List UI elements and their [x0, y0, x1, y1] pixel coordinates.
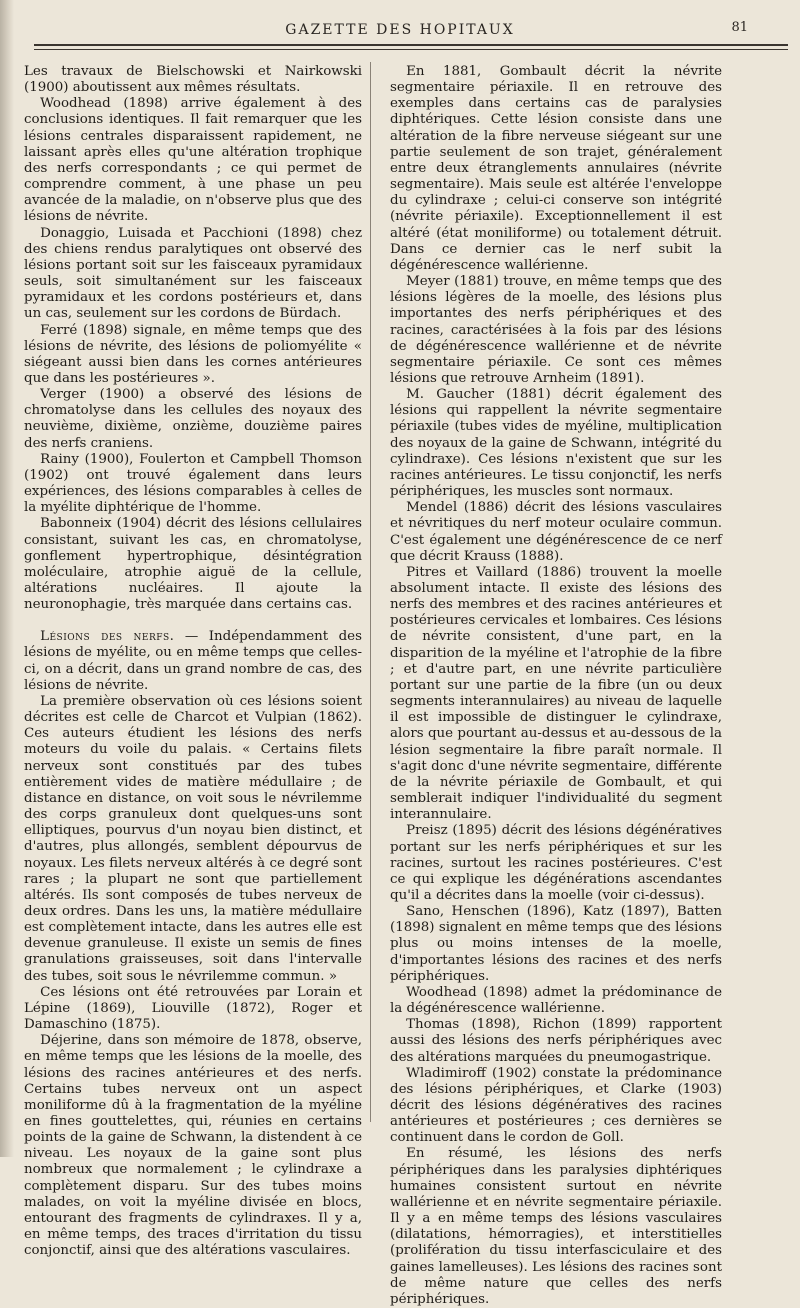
paragraph: En résumé, les lésions des nerfs périphériques dans les paralysies diphtériques humaines consistent surtout en névrite wallérienne et en névrite segmentaire périaxile. Il y a en même temps des lésions vasculaires (dilatations, hémorragies), et interstitielles (prolifération du tissu interfasciculaire et des gaines lamelleuses). Les lésions des racines sont de même nature que celles des nerfs périphériques.: [390, 1146, 722, 1307]
paragraph: Babonneix (1904) décrit des lésions cellulaires consistant, suivant les cas, en chromatolyse, gonflement hypertrophique, désintégration moléculaire, atrophie aiguë de la cellule, altérations nucléaires. Il ajoute la neuronophagie, très marquée dans certains cas.: [24, 516, 362, 613]
paragraph: En 1881, Gombault décrit la névrite segmentaire périaxile. Il en retrouve des exemples dans certains cas de paralysies diphtériques. Cette lésion consiste dans une altération de la fibre nerveuse siégeant sur une partie seulement de son trajet, généralement entre deux étranglements annulaires (névrite segmentaire). Mais seule est altérée l'enveloppe du cylindraxe ; celui-ci conserve son intégrité (névrite périaxile). Exceptionnellement il est altéré (état moniliforme) ou totalement détruit. Dans ce dernier cas le nerf subit la dégénérescence wallérienne.: [390, 64, 722, 273]
paragraph: Sano, Henschen (1896), Katz (1897), Batten (1898) signalent en même temps que des lésions plus ou moins intenses de la moelle, d'importantes lésions des racines et des nerfs périphériques.: [390, 904, 722, 984]
paragraph: Rainy (1900), Foulerton et Campbell Thomson (1902) ont trouvé également dans leurs expériences, des lésions comparables à celles de la myélite diphtérique de l'homme.: [24, 451, 362, 516]
paragraph: Wladimiroff (1902) constate la prédominance des lésions périphériques, et Clarke (1903) décrit des lésions dégénératives des racines antérieures et postérieures ; ces dernières se continuent dans le cordon de Goll.: [390, 1065, 722, 1146]
paragraph: Pitres et Vaillard (1886) trouvent la moelle absolument intacte. Il existe des lésions des nerfs des membres et des racines antérieures et postérieures cervicales et lombaires. Ces lésions de névrite consistent, d'une part, en la disparition de la myéline et l'atrophie de la fibre ; et d'autre part, en une névrite particulière portant sur une partie de la fibre (un ou deux segments interannulaires) au niveau de laquelle il est impossible de distinguer le cylindraxe, alors que pourtant au-dessus et au-dessous de la lésion segmentaire la fibre paraît normale. Il s'agit donc d'une névrite segmentaire, différente de la névrite périaxile de Gombault, et qui semblerait indiquer l'individualité du segment interannulaire.: [390, 564, 722, 823]
paragraph: Meyer (1881) trouve, en même temps que des lésions légères de la moelle, des lésions plus importantes des nerfs périphériques et des racines, caractérisées à la fois par des lésions de dégénérescence wallérienne et de névrite segmentaire périaxile. Ce sont ces mêmes lésions que retrouve Arnheim (1891).: [390, 274, 722, 386]
section-heading: Lésions des nerfs.: [40, 629, 175, 645]
header-rule-thick: [34, 44, 788, 46]
page-number: 81: [731, 20, 748, 35]
paragraph: Woodhead (1898) admet la prédominance de la dégénérescence wallérienne.: [390, 984, 722, 1017]
paragraph: Verger (1900) a observé des lésions de chromatolyse dans les cellules des noyaux des neuvième, dixième, onzième, douzième paires des nerfs craniens.: [24, 387, 362, 451]
header-rule-thin: [34, 49, 788, 50]
paragraph: Mendel (1886) décrit des lésions vasculaires et névritiques du nerf moteur oculaire commun. C'est également une dégénérescence de ce nerf que décrit Krauss (1888).: [390, 500, 722, 564]
left-column: [24, 64, 362, 1259]
column-divider: [370, 62, 371, 1122]
paragraph: Ferré (1898) signale, en même temps que des lésions de névrite, des lésions de poliomyélite « siégeant aussi bien dans les cornes antérieures que dans les postérieures ».: [24, 322, 362, 386]
paragraph: M. Gaucher (1881) décrit également des lésions qui rappellent la névrite segmentaire périaxile (tubes vides de myéline, multiplication des noyaux de la gaine de Schwann, intégrité du cylindraxe). Ces lésions n'existent que sur les racines antérieures. Le tissu conjonctif, les nerfs périphériques, les muscles sont normaux.: [390, 387, 722, 500]
paragraph: Déjerine, dans son mémoire de 1878, observe, en même temps que les lésions de la moelle, des lésions des racines antérieures et des nerfs. Certains tubes nerveux ont un aspect moniliforme dû à la fragmentation de la myéline en fines gouttelettes, qui, réunies en certains points de la gaine de Schwann, la distendent à ce niveau. Les noyaux de la gaine sont plus nombreux que normalement ; le cylindraxe a complètement disparu. Sur des tubes moins malades, on voit la myéline divisée en blocs, entourant des fragments de cylindraxes. Il y a, en même temps, des traces d'irritation du tissu conjonctif, ainsi que des altérations vasculaires.: [24, 1033, 362, 1259]
section-paragraph: [24, 629, 362, 694]
running-header-title: GAZETTE DES HOPITAUX: [285, 22, 515, 38]
section-intro-text: — Indépendamment des lésions de myélite, ou en même temps que celles-ci, on a décrit, dans un grand nombre de cas, des lésions de névrite.: [24, 629, 362, 693]
paragraph: Thomas (1898), Richon (1899) rapportent aussi des lésions des nerfs périphériques avec des altérations marquées du pneumogastrique.: [390, 1017, 722, 1065]
paragraph: Woodhead (1898) arrive également à des conclusions identiques. Il fait remarquer que les lésions centrales disparaissent rapidement, ne laissant après elles qu'une altération trophique des nerfs correspondants ; ce qui permet de comprendre comment, à une phase un peu avancée de la maladie, on n'observe plus que des lésions de névrite.: [24, 96, 362, 225]
paragraph: Les travaux de Bielschowski et Nairkowski (1900) aboutissent aux mêmes résultats.: [24, 64, 362, 96]
paragraph: Ces lésions ont été retrouvées par Lorain et Lépine (1869), Liouville (1872), Roger et Damaschino (1875).: [24, 984, 362, 1033]
right-column: [390, 64, 722, 1308]
paragraph: Donaggio, Luisada et Pacchioni (1898) chez des chiens rendus paralytiques ont observé des lésions portant soit sur les faisceaux pyramidaux seuls, soit simultanément sur les faisceaux pyramidaux et les cordons postérieurs et, dans un cas, seulement sur les cordons de Bürdach.: [24, 225, 362, 322]
paragraph: La première observation où ces lésions soient décrites est celle de Charcot et Vulpian (1862). Ces auteurs étudient les lésions des nerfs moteurs du voile du palais. « Certains filets nerveux sont constitués par des tubes entièrement vides de matière médullaire ; de distance en distance, on voit sous le névrilemme des corps granuleux dont quelques-uns sont elliptiques, pourvus d'un noyau bien distinct, et d'autres, plus allongés, semblent dépourvus de noyaux. Les filets nerveux altérés à ce degré sont rares ; la plupart ne sont que partiellement altérés. Ils sont composés de tubes nerveux de deux ordres. Dans les uns, la matière médullaire est complètement intacte, dans les autres elle est devenue granuleuse. Il existe un semis de fines granulations graisseuses, soit dans l'intervalle des tubes, soit sous le névrilemme commun. »: [24, 693, 362, 984]
page-binding-edge: [0, 0, 14, 1157]
paragraph: Preisz (1895) décrit des lésions dégénératives portant sur les nerfs périphériques et sur les racines, surtout les racines postérieures. C'est ce qui explique les dégénérations ascendantes qu'il a décrites dans la moelle (voir ci-dessus).: [390, 823, 722, 903]
